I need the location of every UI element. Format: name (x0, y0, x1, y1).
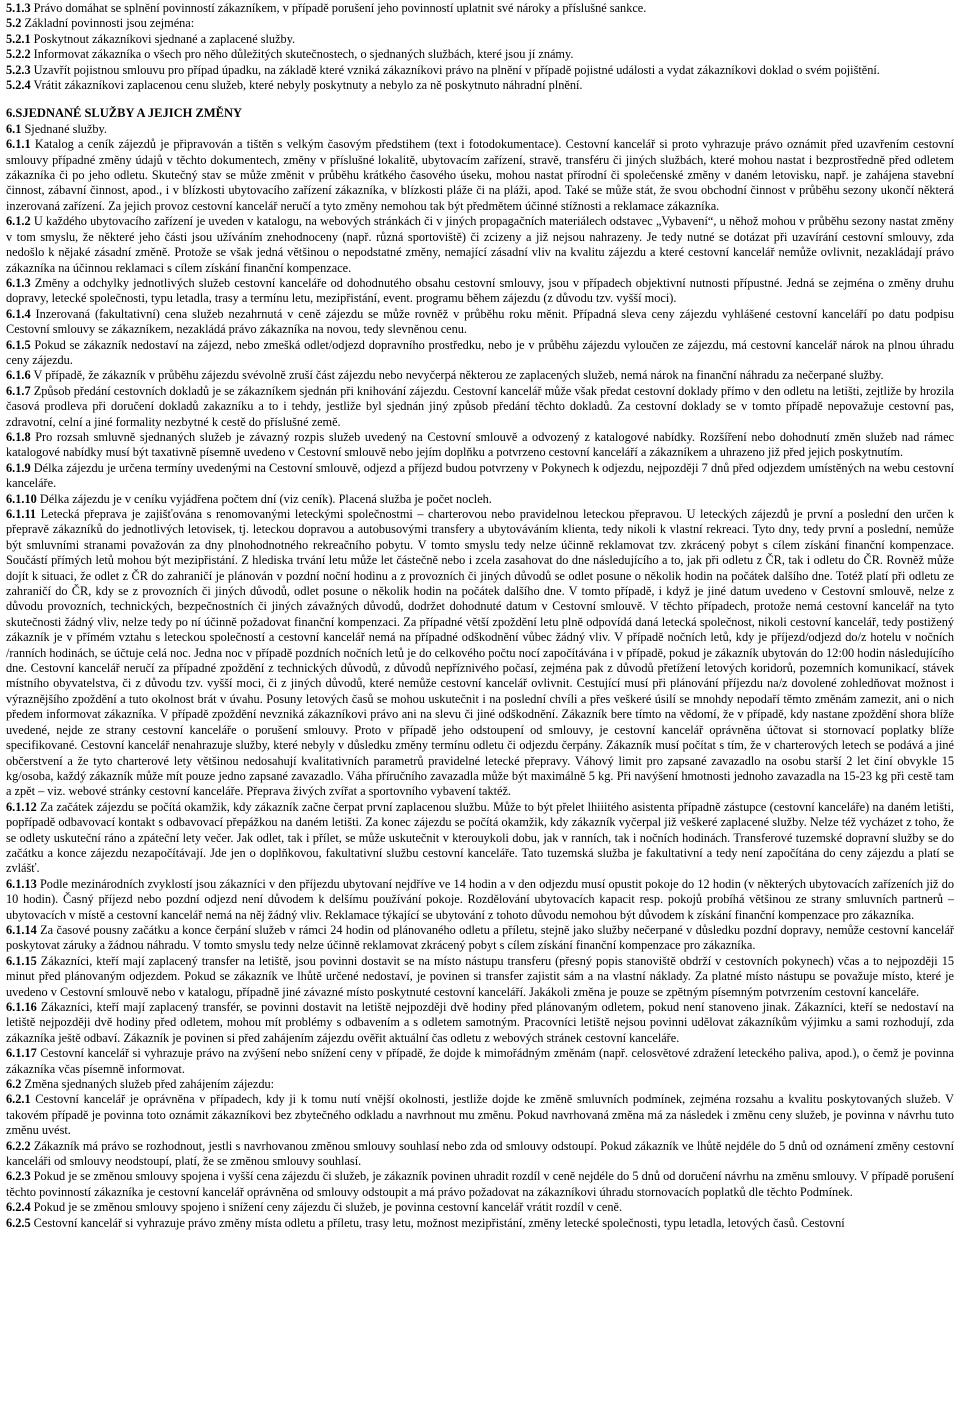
clause-number: 6.1.6 (6, 368, 31, 383)
clause-5-2-4 (6, 78, 954, 93)
clause-number: 6.2.3 (6, 1169, 31, 1184)
clause-number: 6.1.16 (6, 1000, 37, 1014)
clause-6-1-1 (6, 137, 954, 214)
clause-number: 6.1.10 (6, 491, 37, 506)
section-6-body (6, 137, 954, 1231)
clause-6-1-12 (6, 800, 954, 877)
clause-6-2-5 (6, 1216, 954, 1231)
clause-6-2-3 (6, 1169, 954, 1200)
clause-text: Pokud se zákazník nedostaví na zájezd, nebo zmešká odlet/odjezd dopravního prostředku, nebo je v průběhu zájezdu vyloučen ze zájezdu, má cestovní kancelář nárok na plnou úhradu ceny zájezdu. (6, 337, 954, 367)
clause-6-2 (6, 1077, 954, 1092)
clause-number: 6.1.9 (6, 460, 31, 475)
clause-number: 6.1.13 (6, 876, 37, 891)
clause-number: 6.1.7 (6, 383, 31, 398)
clause-number: 5.2.4 (6, 78, 31, 93)
clause-6-1-14 (6, 923, 954, 954)
clause-text: Zákazníci, kteří mají zaplacený transfer na letiště, jsou povinni dostavit se na místo nástupu transferu (přesný popis stanoviště obdrží v cestovních pokynech) včas a to nejpozději 15 minut před plánovaným odjezdem. Pokud se zákazník ve lhůtě určené nedostaví, je povinen si transfer zajistit sám a na vlastní náklady. Za platné místo nástupu se považuje místo, které je uvedeno v Cestovní smlouvě nebo v katalogu, případně jiné závazné místo poskytnuté cestovní kanceláří. Jakákoli změna je pouze se zpětným písemným potvrzením cestovní kanceláře. (6, 953, 954, 999)
clause-text: Cestovní kancelář si vyhrazuje právo na zvýšení nebo snížení ceny v případě, že dojde k mimořádným změnám (např. celosvětové zdražení leteckého paliva, apod.), o čemž je povinna zákazníka včas písemně informovat. (6, 1046, 954, 1076)
clause-text: Cestovní kancelář je oprávněna v případech, kdy ji k tomu nutí vnější okolnosti, jestliže dojde ke změně smluvních podmínek, zejména rozsahu a kvalitu poskytovaných služeb. V takovém případě je povinna toto oznámit zákazníkovi bez zbytečného odkladu a navrhnout mu změnu. Pokud navrhovaná změna má za následek i změnu ceny služeb, je povinna v návrhu tuto změnu uvést. (6, 1092, 954, 1138)
clause-text: Katalog a ceník zájezdů je připravován a tištěn s velkým časovým předstihem (text i fotodokumentace). Cestovní kancelář si proto vyhrazuje právo oznámit před uzavřením cestovní smlouvy případné změny údajů v těchto dokumentech, změny v příslušné lokalitě, ubytovacím zařízení, stravě, transféru či jiných službách, které mohou nastat i bezprostředně před odletem zákazníka či po jeho odletu. Skutečný stav se může změnit v průběhu krátkého časového úseku, mohou nastat přírodní či společenské změny v daném letovisku, např. je zahájena stavební činnost, zábavní činnost, apod., i v blízkosti ubytovacího zařízení zákazníka, v blízkosti pláže či na pláži, apod. Také se může stát, že svou obchodní činnost v průběhu sezony ukončí některá inzerovaná zařízení. Za jejich provoz cestovní kancelář neručí a tyto změny nemohou tak být předmětem účinné stížnosti a reklamace zákazníka. (6, 137, 954, 213)
clause-number: 6.1.14 (6, 922, 37, 937)
clause-6-1 (6, 122, 954, 137)
clause-text: Inzerovaná (fakultativní) cena služeb nezahrnutá v ceně zájezdu se může rovněž v průběhu roku měnit. Případná sleva ceny zájezdu vyhlášené cestovní kanceláří po datu podpisu Cestovní smlouvy se zákazníkem, nezakládá právo zákazníka na novou, tedy slevněnou cenu. (6, 306, 954, 337)
clause-text: V případě, že zákazník v průběhu zájezdu svévolně zruší část zájezdu nebo nevyčerpá některou ze zaplacených služeb, nemá nárok na finanční náhradu za nečerpané služby. (30, 368, 884, 383)
clause-number: 5.2 (6, 16, 22, 31)
clause-number: 6.2.4 (6, 1200, 31, 1215)
clause-6-1-15 (6, 954, 954, 1000)
clause-6-1-6 (6, 368, 954, 383)
clause-number: 6.2.1 (6, 1092, 31, 1107)
clause-5-2-1 (6, 32, 954, 47)
clause-number: 6.1.4 (6, 306, 31, 321)
clause-text: Zákazníci, kteří mají zaplacený transfér, se povinni dostavit na letiště nejpozději dvě hodiny před plánovaným odletem, pokud není stanoveno jinak. Zákazníci, kteří se nedostaví na letiště nejpozději dvě hodiny před odletem, mohou mít problémy s odbavením a s odletem samotným. Pracovníci letiště nejsou povinni udělovat zákazníkům výjimku a sami rozhodují, zda zákazníka ještě odbaví. Zákazník je povinen si před zahájením zájezdu ověřit aktuální čas odletu z webových stránek cestovní kanceláře. (6, 1000, 954, 1045)
clause-number: 6.1 (6, 121, 22, 136)
clause-number: 6.2 (6, 1077, 22, 1092)
clause-5-2-2 (6, 47, 954, 62)
clause-6-1-10 (6, 492, 954, 507)
clause-6-2-4 (6, 1200, 954, 1215)
clause-text: Uzavřít pojistnou smlouvu pro případ úpadku, na základě které vzniká zákazníkovi právo na plnění v případě pojistné události a vydat zákazníkovi doklad o svém pojištění. (30, 62, 880, 77)
clause-6-1-8 (6, 430, 954, 461)
clause-text: Způsob předání cestovních dokladů je se zákazníkem sjednán při knihování zájezdu. Cestovní kancelář může však předat cestovní doklady přímo v den odletu na letišti, zejtliže by hrozila časová prodleva při doručení dokladů zakazníku a to i tehdy, jestliže byl sjednán jiný způsob předání těchto dokladů. Za cestovní doklady se v tomto případě nepovažuje cestovní pas, zdravotní, celní a jiné formality nezbytné k cestě do příslušné země. (6, 383, 954, 429)
clause-number: 6.1.5 (6, 337, 31, 352)
clause-text: Informovat zákazníka o všech pro něho důležitých skutečnostech, o sjednaných službách, které jsou jí známy. (30, 47, 574, 62)
clause-number: 6.1.11 (6, 507, 37, 521)
clause-number: 6.2.5 (6, 1215, 31, 1230)
clause-text: Podle mezinárodních zvyklostí jsou zákazníci v den příjezdu ubytovaní nejdříve ve 14 hodin a v den odjezdu musí opustit pokoje do 12 hodin (v některých ubytovacích zařízeních již do 10 hodin). Časný příjezd nebo pozdní odjezd není důvodem k delšímu používání pokoje. Rozdělování ubytovacích kapacit resp. pokojů probíhá většinou ze strany smluvních partnerů – ubytovacích v místě a cestovní kancelář nemá na něj žádný vliv. Reklamace týkající se ubytování z tohoto důvodu nemohou být důvodem k získání finanční kompenzace pro zákazníka. (6, 876, 954, 922)
clause-number: 6.1.15 (6, 953, 37, 968)
clause-number: 6.2.2 (6, 1138, 31, 1153)
clause-6-2-2 (6, 1139, 954, 1170)
clause-6-1-5 (6, 338, 954, 369)
clause-number: 6.1.3 (6, 275, 31, 290)
clause-text: Za časové pousny začátku a konce čerpání služeb v rámci 24 hodin od plánovaného odletu a příletu, stejně jako služby nečerpané v důsledku pozdní dopravy, nemůže cestovní kancelář poskytovat záruky a žádnou náhradu. V tomto smyslu tedy nelze účinně reklamovat zkrácený pobyt s cílem získání finanční kompenzace pro zákazníka. (6, 922, 954, 953)
clause-text: Za začátek zájezdu se počítá okamžik, kdy zákazník začne čerpat první zaplacenou službu. Může to být přelet lhiiitého asistenta případně zástupce (cestovní kanceláře) na daném letišti, popřípadě odbavovací kontakt s odbavovací přepážkou na daném letišti. Za konec zájezdu se počítá okamžik, kdy zákazník vyčerpal již veškeré zaplacené služby. Nelze též vycházet z toho, že se odlety uskuteční ráno a zpáteční lety večer. Jak odlet, tak i přílet, se může uskutečnit v kterouykoli dobu, jak v ranních, tak i nočních hodinách. Transferové tuzemské dopravní služby se do začátku a konce zájezdu nezapočítávají. Jde jen o doplňkovou, fakultativní službu cestovní kanceláře. Tato tuzemská služba je fakultativní a tedy není započítána do ceny zájezdu a platí se zvlášť. (6, 799, 954, 876)
clause-6-1-11 (6, 507, 954, 800)
clause-6-1-7 (6, 384, 954, 430)
clause-number: 5.1.3 (6, 1, 31, 15)
clause-text: Změny a odchylky jednotlivých služeb cestovní kanceláře od dohodnutého obsahu cestovní smlouvy, jsou v případech objektivní nutnosti přípustné. Jedná se zejména o změny druhu dopravy, letecké společnosti, typu letadla, trasy a termínu letu, mezipřistání, event. programu během zájezdu (z důvodu tzv. vyšší moci). (6, 275, 954, 306)
clause-6-2-1 (6, 1092, 954, 1138)
clause-number: 5.2.3 (6, 62, 31, 77)
clause-6-1-13 (6, 877, 954, 923)
clause-6-1-2 (6, 214, 954, 276)
clause-5-2-3 (6, 63, 954, 78)
clause-text: Délka zájezdu je určena termíny uvedenými na Cestovní smlouvě, odjezd a příjezd budou potvrzeny v Pokynech k odjezdu, nejpozději 7 dnů před odjezdem umístěných na webu cestovní kanceláře. (6, 460, 954, 491)
clause-5-2 (6, 16, 954, 31)
clause-text: Pro rozsah smluvně sjednaných služeb je závazný rozpis služeb uvedený na Cestovní smlouvě a odvozený z katalogové nabídky. Rozšíření nebo dohodnutí změn služeb nad rámec katalogové nabídky musí být taxativně písemně uvedeno v Cestovní smlouvě nebo jejím doplňku a potvrzeno cestovní kanceláří a zákazníkem a uhrazeno již před jejich poskytnutím. (6, 429, 954, 460)
clause-text: Pokud je se změnou smlouvy spojena i vyšší cena zájezdu či služeb, je zákazník povinen uhradit rozdíl v ceně nejdéle do 5 dnů od doručení návrhu na změnu smlouvy. V případě porušení těchto povinností zákazníka je cestovní kancelář oprávněna od smlouvy odstoupit a má právo požadovat na zákazníkovi úhradu stornovacích poplatků dle těchto Podmínek. (6, 1169, 954, 1199)
clause-number: 6.1.1 (6, 137, 31, 152)
clause-text: Cestovní kancelář si vyhrazuje právo změny místa odletu a příletu, trasy letu, možnost mezipřistání, změny letecké společnosti, typu letadla, letových časů. Cestovní (30, 1215, 845, 1230)
clause-number: 6.1.2 (6, 214, 31, 229)
clause-text: Zákazník má právo se rozhodnout, jestli s navrhovanou změnou smlouvy souhlasí nebo zda od smlouvy odstoupí. Pokud zákazník ve lhůtě nejdéle do 5 dnů od oznámení změny cestovní kanceláři od smlouvy neodstoupí, platí, že se změnou smlouvy souhlasí. (6, 1138, 954, 1169)
clause-text: Právo domáhat se splnění povinností zákazníkem, v případě porušení jeho povinností uplatnit své nároky a příslušné sankce. (30, 1, 647, 15)
clause-text: Pokud je se změnou smlouvy spojeno i snížení ceny zájezdu či služeb, je povinna cestovní kancelář vrátit rozdíl v ceně. (30, 1200, 623, 1215)
clause-text: Vrátit zákazníkovi zaplacenou cenu služeb, které nebyly poskytnuty a nebylo za ně poskytnuto náhradní plnění. (30, 78, 583, 93)
section-5-obligations (6, 0, 954, 93)
clause-6-1-9 (6, 461, 954, 492)
clause-text: Změna sjednaných služeb před zahájením zájezdu: (21, 1077, 275, 1092)
clause-6-1-17 (6, 1046, 954, 1077)
clause-text: U každého ubytovacího zařízení je uveden v katalogu, na webových stránkách či v jiných propagačních materiálech odstavec „Vybavení“, u něhož mohou v průběhu sezony nastat změny v tom smyslu, že některé jeho části jsou užíváním znehodnoceny (např. různá sportoviště) či zcizeny a již nejsou nahrazeny. Je tedy nutné se dotázat při uzavírání cestovní smlouvy, zda nedošlo k nějaké zásadní změně. Protože se však jedná většinou o nepodstatné změny, nemající zásadní vliv na kvalitu zájezdu a které cestovní kancelář nemůže ovlivnit, nezakládají právo zákazníka na účinnou reklamaci s cílem získání finanční kompenzace. (6, 214, 954, 275)
clause-text: Poskytnout zákazníkovi sjednané a zaplacené služby. (30, 31, 296, 46)
clause-text: Základní povinnosti jsou zejména: (21, 16, 195, 31)
clause-text: Sjednané služby. (21, 121, 107, 136)
clause-6-1-3 (6, 276, 954, 307)
clause-number: 6.1.12 (6, 799, 37, 814)
clause-number: 6.1.17 (6, 1046, 37, 1061)
clause-number: 6.1.8 (6, 429, 31, 444)
clause-number: 5.2.2 (6, 47, 31, 62)
clause-5-1-3 (6, 1, 954, 16)
section-6-heading: 6.SJEDNANÉ SLUŽBY A JEJICH ZMĚNY (6, 106, 243, 121)
clause-text: Délka zájezdu je v ceníku vyjádřena počtem dní (viz ceník). Placená služba je počet nocleh. (36, 491, 492, 506)
clause-6-1-16 (6, 1000, 954, 1046)
clause-text: Letecká přeprava je zajišťována s renomovanými leteckými společnostmi – charterovou nebo pravidelnou leteckou přepravou. U leteckých zájezdů je první a poslední den určen k přepravě zákazníků do jednotlivých letovisek, tj. leteckou dopravou a autobusovými transfery a ubytováváním klienta, tedy nikoli k vlastní rekreaci. Tyto dny, tedy první a poslední, nemůže být smluvními stranami považován za dny plnohodnotného rekreačního pobytu. V tomto smyslu tedy nelze účinně reklamovat tzv. zkrácený pobyt s cílem získání finanční kompenzace. Součástí přímých letů mohou být mezipřistání. Z hlediska trvání letu může let částečně nebo i zcela zasahovat do dne následujícího a to, jak při odletu z ČR, tak i odletu do ČR. Rovněž může dojít k situaci, že odlet z ČR do zahraničí je plánován v pozdní noční hodinu a z provozních či jiných důvodů se odlet posune o několik hodin na počátek dalšího dne. Totéž platí při odletu ze zahraničí do ČR, kdy se z provozních či jiných důvodů, odlet posune o několik hodin na počátek dalšího dne. V tomto případě, i když je jiné datum uvedeno v Cestovní smlouvě, nelze z důvodu provozních, technických, bezpečnostních či jiných závažných důvodů, dodržet dohodnuté datum v Cestovní smlouvě. V těchto případech, protože nemá cestovní kancelář na tyto skutečnosti žádný vliv, nelze tedy po ní účinně požadovat finanční kompenzaci. Za případné větší zpoždění letu plně odpovídá daná letecká společnost, nikoli cestovní kancelář, tedy postižený zákazník je v přímém vztahu s leteckou společností a cestovní kancelář nemá na případné odškodnění vůbec žádný vliv. V případě nočních letů, kdy je příjezd/odjezd do/z hotelu v nočních /ranních hodinách, se účtuje celá noc. Jedna noc v případě pozdních nočních letů je do celkového počtu nocí započítávána i v případě, pokud je zákazník ubytován do 12:00 hodin následujícího dne. Cestovní kancelář neručí za případné zpoždění z technických důvodů, z důvodů nepříznivého počasí, zejména pak z důvodů přetížení letových koridorů, pozemních komunikací, stávek místního obyvatelstva, či z důvodu tzv. vyšší moci, či z jiných důvodů, které nemůže cestovní kancelář ovlivnit. Cestující musí při plánování příjezdu na/z dovolené zohledňovat možnost i výraznějšího zpoždění a tuto okolnost brát v úvahu. Posuny letových časů se mohou uskutečnit i na poslední chvíli a přes veškeré úsilí se mnohdy nepodaří těmto změnám zamezit, ani o nich předem informovat zákazníka. V případě zpoždění nevzniká zákazníkovi právo ani na slevu či jiné odškodnění. Zákazník bere tímto na vědomí, že v případě, kdy nastane zpoždění shora blíže uvedené, nejde ze strany cestovní kanceláře o porušení smlouvy. Proto v případě jeho odstoupení od smlouvy, je cestovní kancelář oprávněna účtovat si stornovací poplatky blíže specifikované. Cestovní kancelář nenahrazuje služby, které nebyly v důsledku změny termínu odletu či odjezdu čerpány. Zákazník musí počítat s tím, že v charterových letech se podává a jiné občerstvení a že tyto charterové lety většinou nedosahují kvalitativních parametrů pravidelné letecké přepravy. Váhový limit pro zapsané zavazadlo na osobu starší 2 let činí obvykle 15 kg/osoba, každý zákazník může mít pouze jedno zapsané zavazadlo. Váha příručního zavazadla může být maximálně 5 kg. Při navýšení hmotnosti jednoho zavazadla na 15-23 kg při cestě tam a zpět – viz. webové stránky cestovní kanceláře. Přeprava živých zvířat a sportovního vybavení taktéž. (6, 507, 954, 799)
clause-6-1-4 (6, 307, 954, 338)
clause-number: 5.2.1 (6, 31, 31, 46)
